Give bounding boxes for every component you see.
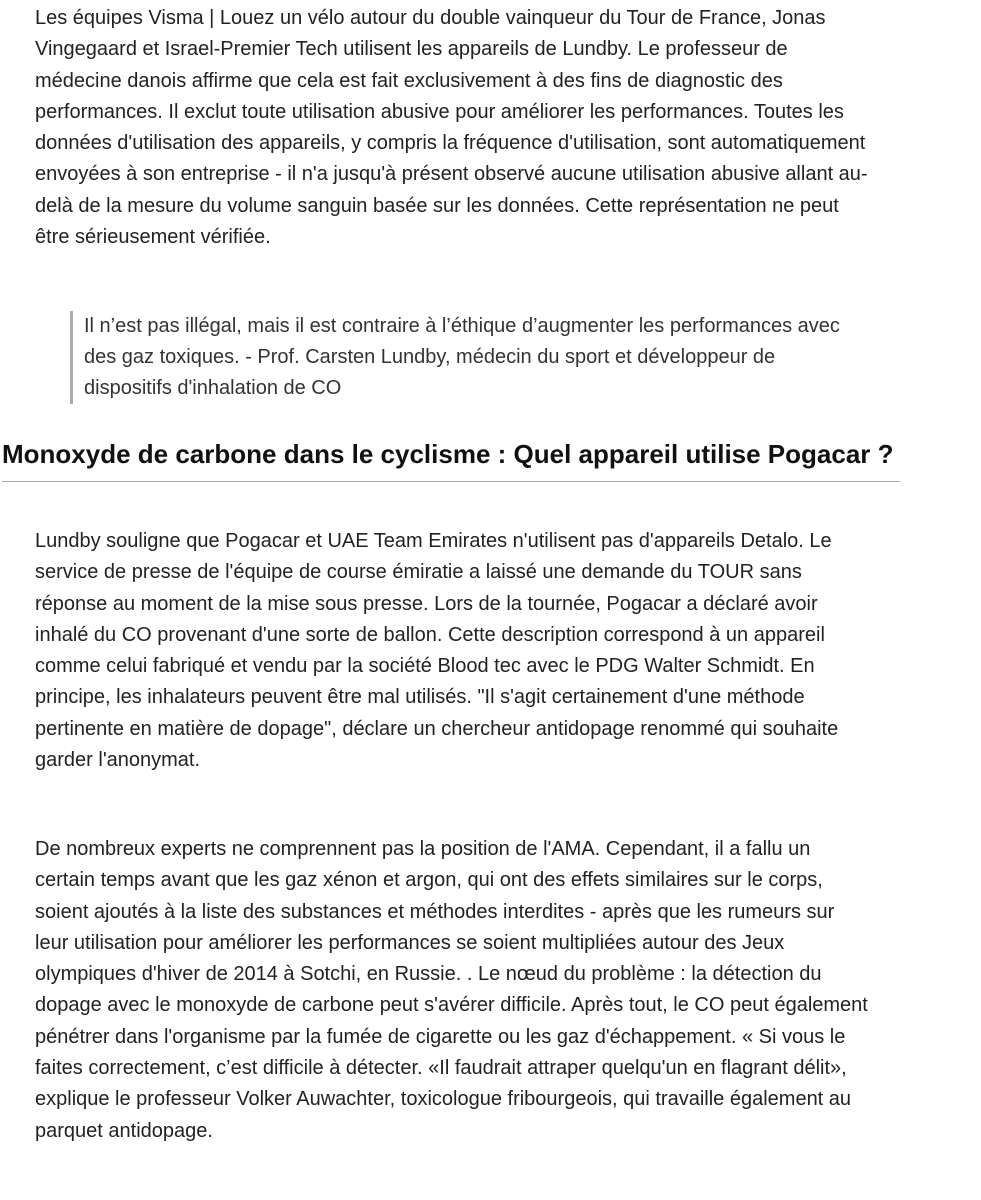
pull-quote: Il n’est pas illégal, mais il est contraire à l’éthique d’augmenter les performances avec des gaz toxiques. - Prof. Carsten Lundby, médecin du sport et développeur de dispositifs d'inhalation de CO	[70, 311, 844, 404]
article-paragraph: Les équipes Visma | Louez un vélo autour du double vainqueur du Tour de France, Jonas Vingegaard et Israel-Premier Tech utilisent les appareils de Lundby. Le professeur de médecine danois affirme que cela est fait exclusivement à des fins de diagnostic des performances. Il exclut toute utilisation abusive pour améliorer les performances. Toutes les données d'utilisation des appareils, y compris la fréquence d'utilisation, sont automatiquement envoyées à son entreprise - il n'a jusqu'à présent observé aucune utilisation abusive allant au-delà de la mesure du volume sanguin basée sur les données. Cette représentation ne peut être sérieusement vérifiée.	[35, 7, 868, 249]
article-paragraph: De nombreux experts ne comprennent pas la position de l'AMA. Cependant, il a fallu un certain temps avant que les gaz xénon et argon, qui ont des effets similaires sur le corps, soient ajoutés à la liste des substances et méthodes interdites - après que les rumeurs sur leur utilisation pour améliorer les performances se soient multipliées autour des Jeux olympiques d'hiver de 2014 à Sotchi, en Russie. . Le nœud du problème : la détection du dopage avec le monoxyde de carbone peut s'avérer difficile. Après tout, le CO peut également pénétrer dans l'organisme par la fumée de cigarette ou les gaz d'échappement. « Si vous le faites correctement, c’est difficile à détecter. «Il faudrait attraper quelqu'un en flagrant délit», explique le professeur Volker Auwachter, toxicologue fribourgeois, qui travaille également au parquet antidopage.	[35, 838, 868, 1142]
article-paragraph: Lundby souligne que Pogacar et UAE Team Emirates n'utilisent pas d'appareils Detalo. Le service de presse de l'équipe de course émiratie a laissé une demande du TOUR sans réponse au moment de la mise sous presse. Lors de la tournée, Pogacar a déclaré avoir inhalé du CO provenant d'une sorte de ballon. Cette description correspond à un appareil comme celui fabriqué et vendu par la société Blood tec avec le PDG Walter Schmidt. En principe, les inhalateurs peuvent être mal utilisés. "Il s'agit certainement d'une méthode pertinente en matière de dopage", déclare un chercheur antidopage renommé qui souhaite garder l'anonymat.	[35, 530, 839, 772]
section-heading: Monoxyde de carbone dans le cyclisme : Quel appareil utilise Pogacar ?	[2, 437, 900, 482]
